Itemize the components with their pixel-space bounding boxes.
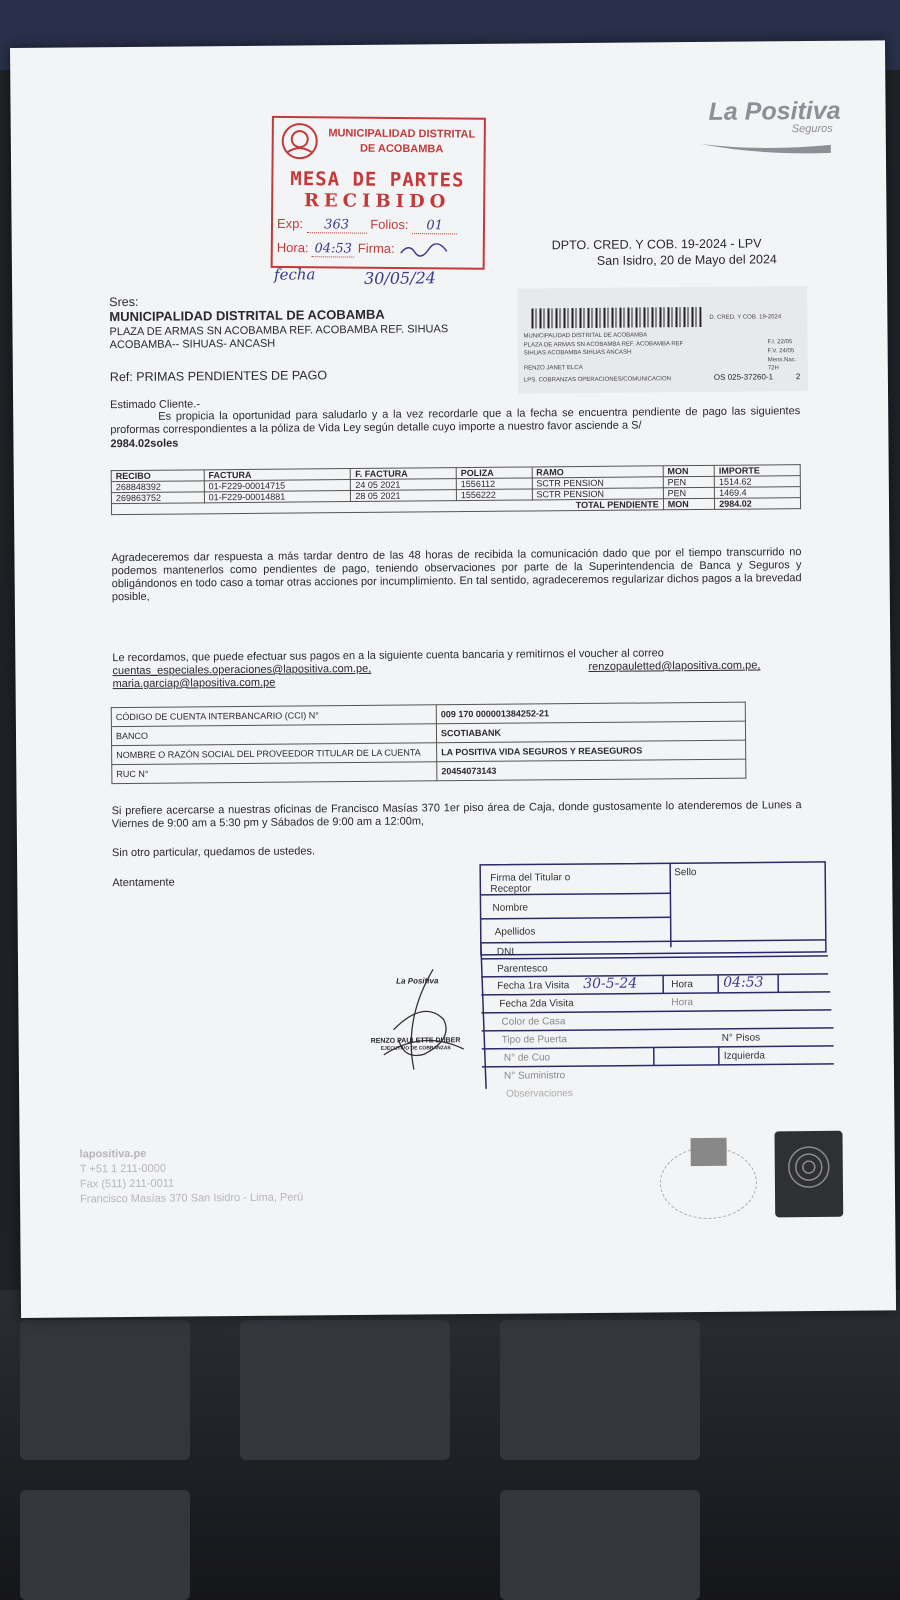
column-header: RAMO — [532, 466, 663, 478]
barcode-fi: F.I. 22/05 — [767, 339, 793, 346]
subject-line: Ref: PRIMAS PENDIENTES DE PAGO — [109, 368, 328, 385]
barcode-mens: Mens.Nac. 72H — [767, 357, 797, 372]
form-hora-value: 04:53 — [723, 974, 764, 991]
form-sello-label: Sello — [674, 867, 697, 879]
footer-site: lapositiva.pe — [79, 1147, 147, 1161]
total-value: 2984.02 — [715, 498, 801, 510]
form-suministro-label: N° Suministro — [503, 1070, 566, 1082]
form-hora-label: Hora — [671, 979, 693, 991]
bank-field-value: 009 170 000001384252-21 — [436, 702, 745, 724]
barcode-page: 2 — [795, 372, 801, 382]
logo-brand: La Positiva — [708, 96, 841, 126]
bank-account-table — [111, 702, 747, 785]
bank-field-value: LA POSITIVA VIDA SEGUROS Y REASEGUROS — [437, 740, 746, 762]
table-cell: 269863752 — [111, 492, 204, 504]
gbm-badge-icon — [691, 1138, 727, 1166]
fingerprint-icon — [774, 1131, 843, 1218]
table-cell: 1469.4 — [715, 487, 801, 499]
form-tipo-puerta-label: Tipo de Puerta — [501, 1034, 567, 1046]
form-pisos-label: N° Pisos — [721, 1032, 761, 1044]
form-color-casa-label: Color de Casa — [501, 1016, 566, 1028]
stamp-exp-value: 363 — [307, 217, 367, 234]
barcode-person: RENZO JANET ELCA — [523, 365, 583, 372]
floor-tile — [20, 1490, 190, 1600]
barcode-name: MUNICIPALIDAD DISTRITAL DE ACOBAMBA — [523, 332, 648, 340]
table-cell: SCTR PENSION — [532, 477, 663, 489]
table-cell: 24 05 2021 — [351, 479, 457, 491]
stamp-folios-label: Folios: — [370, 216, 409, 233]
table-cell: 268848392 — [111, 481, 204, 493]
barcode-os: OS 025-37260-1 — [713, 372, 774, 382]
intro-paragraph: Es propicia la oportunidad para saludarlo y a la vez recordarle que a la fecha se encuentra pendiente de pago las siguientes proformas correspondientes a la póliza de Vida Ley según detalle cuyo importe a nuestro favor asciende a S/ — [110, 405, 801, 437]
bank-field-label: NOMBRE O RAZÓN SOCIAL DEL PROVEEDOR TITULAR DE LA CUENTA — [112, 743, 437, 765]
bank-field-value: SCOTIABANK — [436, 721, 745, 743]
handwritten-fecha-value: 30/05/24 — [363, 268, 436, 288]
stamp-hora-line — [277, 240, 449, 258]
footer-phone: T +51 1 211-0000 — [79, 1162, 166, 1176]
form-cuo-label: N° de Cuo — [503, 1052, 551, 1064]
stamp-exp-label: Exp: — [276, 215, 304, 232]
greeting: Estimado Cliente.- — [110, 398, 201, 412]
stamp-recibido: RECIBIDO — [303, 190, 451, 213]
stamp-signature-icon — [398, 243, 448, 257]
footer — [80, 1145, 304, 1207]
reception-stamp — [271, 116, 486, 270]
municipal-seal-icon — [280, 122, 320, 160]
form-firma-label: Firma del Titular o Receptor — [490, 872, 571, 895]
letter-date: San Isidro, 20 de Mayo del 2024 — [596, 252, 777, 268]
column-header: MON — [663, 465, 715, 476]
closing-line: Sin otro particular, quedamos de ustedes. — [111, 845, 316, 860]
addressee-name: MUNICIPALIDAD DISTRITAL DE ACOBAMBA — [109, 306, 385, 325]
barcode-label — [517, 286, 808, 394]
form-fecha1-value: 30-5-24 — [583, 975, 638, 993]
barcode-area: LPS. COBRANZAS OPERACIONES/COMUNICACION — [523, 376, 671, 384]
stamp-municipality: MUNICIPALIDAD DISTRITAL DE ACOBAMBA — [328, 127, 476, 156]
form-hora2-label: Hora — [671, 997, 694, 1009]
handwritten-fecha-label: fecha — [273, 265, 316, 284]
logo-subtitle: Seguros — [791, 122, 833, 136]
department-reference: DPTO. CRED. Y COB. 19-2024 - LPV — [551, 236, 762, 253]
email-link-renzo[interactable]: renzopauletted@lapositiva.com.pe, — [588, 659, 761, 673]
floor-tile — [500, 1320, 700, 1460]
column-header: F. FACTURA — [351, 468, 457, 480]
stamp-folios-value: 01 — [412, 218, 457, 234]
table-cell: PEN — [663, 476, 715, 487]
signer-title: EJECUTIVO DE COBRANZAS — [380, 1045, 451, 1052]
table-cell: 28 05 2021 — [351, 490, 457, 502]
form-izquierda-label: Izquierda — [723, 1050, 766, 1062]
table-cell: 1556222 — [456, 489, 532, 501]
response-paragraph: Agradeceremos dar respuesta a más tardar dentro de las 48 horas de recibida la comunicación dado que por el tiempo transcurrido no podemos mantenerlos como pendientes de pago, teniendo observaciones por parte de la Superintendencia de Banca y Seguros y obligándonos en todo caso a tomar otras acciones por incumplimiento. En tal sentido, agradeceremos regularizar dichos pagos a la brevedad posible, — [111, 546, 802, 604]
total-currency: MON — [663, 498, 715, 509]
form-fecha1-label: Fecha 1ra Visita — [497, 980, 570, 992]
signature-logo: La Positiva — [396, 976, 439, 986]
certification-square-logo-icon — [774, 1131, 843, 1218]
column-header: RECIBO — [111, 470, 204, 482]
table-cell: SCTR PENSION — [532, 488, 663, 500]
barcode — [531, 307, 701, 328]
background-floor — [0, 1290, 900, 1600]
addressee-line1: PLAZA DE ARMAS SN ACOBAMBA REF. ACOBAMBA REF. SIHUAS — [109, 323, 449, 339]
bank-field-label: RUC N° — [112, 762, 437, 784]
addressee-line2: ACOBAMBA-- SIHUAS- ANCASH — [109, 337, 276, 352]
barcode-addr1: PLAZA DE ARMAS SN ACOBAMBA REF. ACOBAMBA REF — [523, 341, 684, 349]
form-dni-label: DNI — [496, 946, 515, 958]
column-header: IMPORTE — [714, 465, 800, 477]
certification-seal-icon — [660, 1147, 758, 1220]
column-header: POLIZA — [456, 467, 532, 479]
floor-tile — [500, 1490, 700, 1600]
payment-paragraph: Le recordamos, que puede efectuar sus pagos en a la siguiente cuenta bancaria y remitirnos el voucher al correo — [112, 647, 664, 665]
form-observaciones-label: Observaciones — [506, 1088, 573, 1100]
company-logo — [670, 97, 840, 136]
total-label: TOTAL PENDIENTE — [111, 499, 663, 515]
bank-field-label: CÓDIGO DE CUENTA INTERBANCARIO (CCI) N° — [111, 705, 436, 727]
bank-field-value: 20454073143 — [437, 759, 746, 781]
closing-atentamente: Atentamente — [112, 876, 175, 890]
signer-name: RENZO PAULETTE DUBER — [370, 1037, 461, 1045]
office-paragraph: Si prefiere acercarse a nuestras oficinas de Francisco Masías 370 1er piso área de Caja, donde gustosamente lo atenderemos de Lunes a Viernes de 9:00 am a 5:30 pm y Sábados de 9:00 am a 12:00m, — [111, 799, 802, 831]
bank-field-label: BANCO — [111, 724, 436, 746]
form-fecha2-label: Fecha 2da Visita — [499, 998, 574, 1010]
barcode-fv: F.V. 24/05 — [767, 348, 795, 355]
table-cell: 01-F229-00014715 — [204, 480, 351, 492]
stamp-mesa-partes: MESA DE PARTES — [290, 168, 465, 192]
delivery-receipt-form — [472, 856, 834, 1109]
document-page — [10, 40, 896, 1318]
email-link-operaciones[interactable]: cuentas_especiales.operaciones@lapositiva.com.pe, — [112, 662, 372, 678]
stamp-firma-label: Firma: — [357, 240, 395, 256]
footer-address: Francisco Masías 370 San Isidro - Lima, Perú — [79, 1191, 304, 1206]
table-cell: 01-F229-00014881 — [204, 491, 351, 503]
pending-amount: 2984.02soles — [110, 437, 179, 451]
footer-fax: Fax (511) 211-0011 — [79, 1177, 175, 1191]
addressee-sres: Sres: — [109, 294, 139, 310]
table-cell: 1514.62 — [714, 476, 800, 488]
floor-tile — [20, 1320, 190, 1460]
stamp-hora-value: 04:53 — [312, 241, 354, 257]
barcode-ref: D. CRED. Y COB. 19-2024 — [709, 314, 782, 321]
table-cell: 1556112 — [456, 478, 532, 490]
barcode-addr2: SIHUAS ACOBAMBA SIHUAS ANCASH — [523, 349, 632, 357]
column-header: FACTURA — [204, 469, 351, 481]
form-nombre-label: Nombre — [492, 902, 529, 914]
table-cell: PEN — [663, 487, 715, 498]
receipts-table — [111, 464, 801, 515]
form-parentesco-label: Parentesco — [497, 963, 548, 975]
email-link-maria[interactable]: maria.garciap@lapositiva.com.pe — [112, 676, 276, 691]
logo-swoosh-icon — [701, 141, 831, 156]
floor-tile — [240, 1320, 450, 1460]
stamp-exp-line — [277, 216, 457, 235]
stamp-hora-label: Hora: — [276, 239, 309, 256]
form-apellidos-label: Apellidos — [494, 926, 536, 938]
